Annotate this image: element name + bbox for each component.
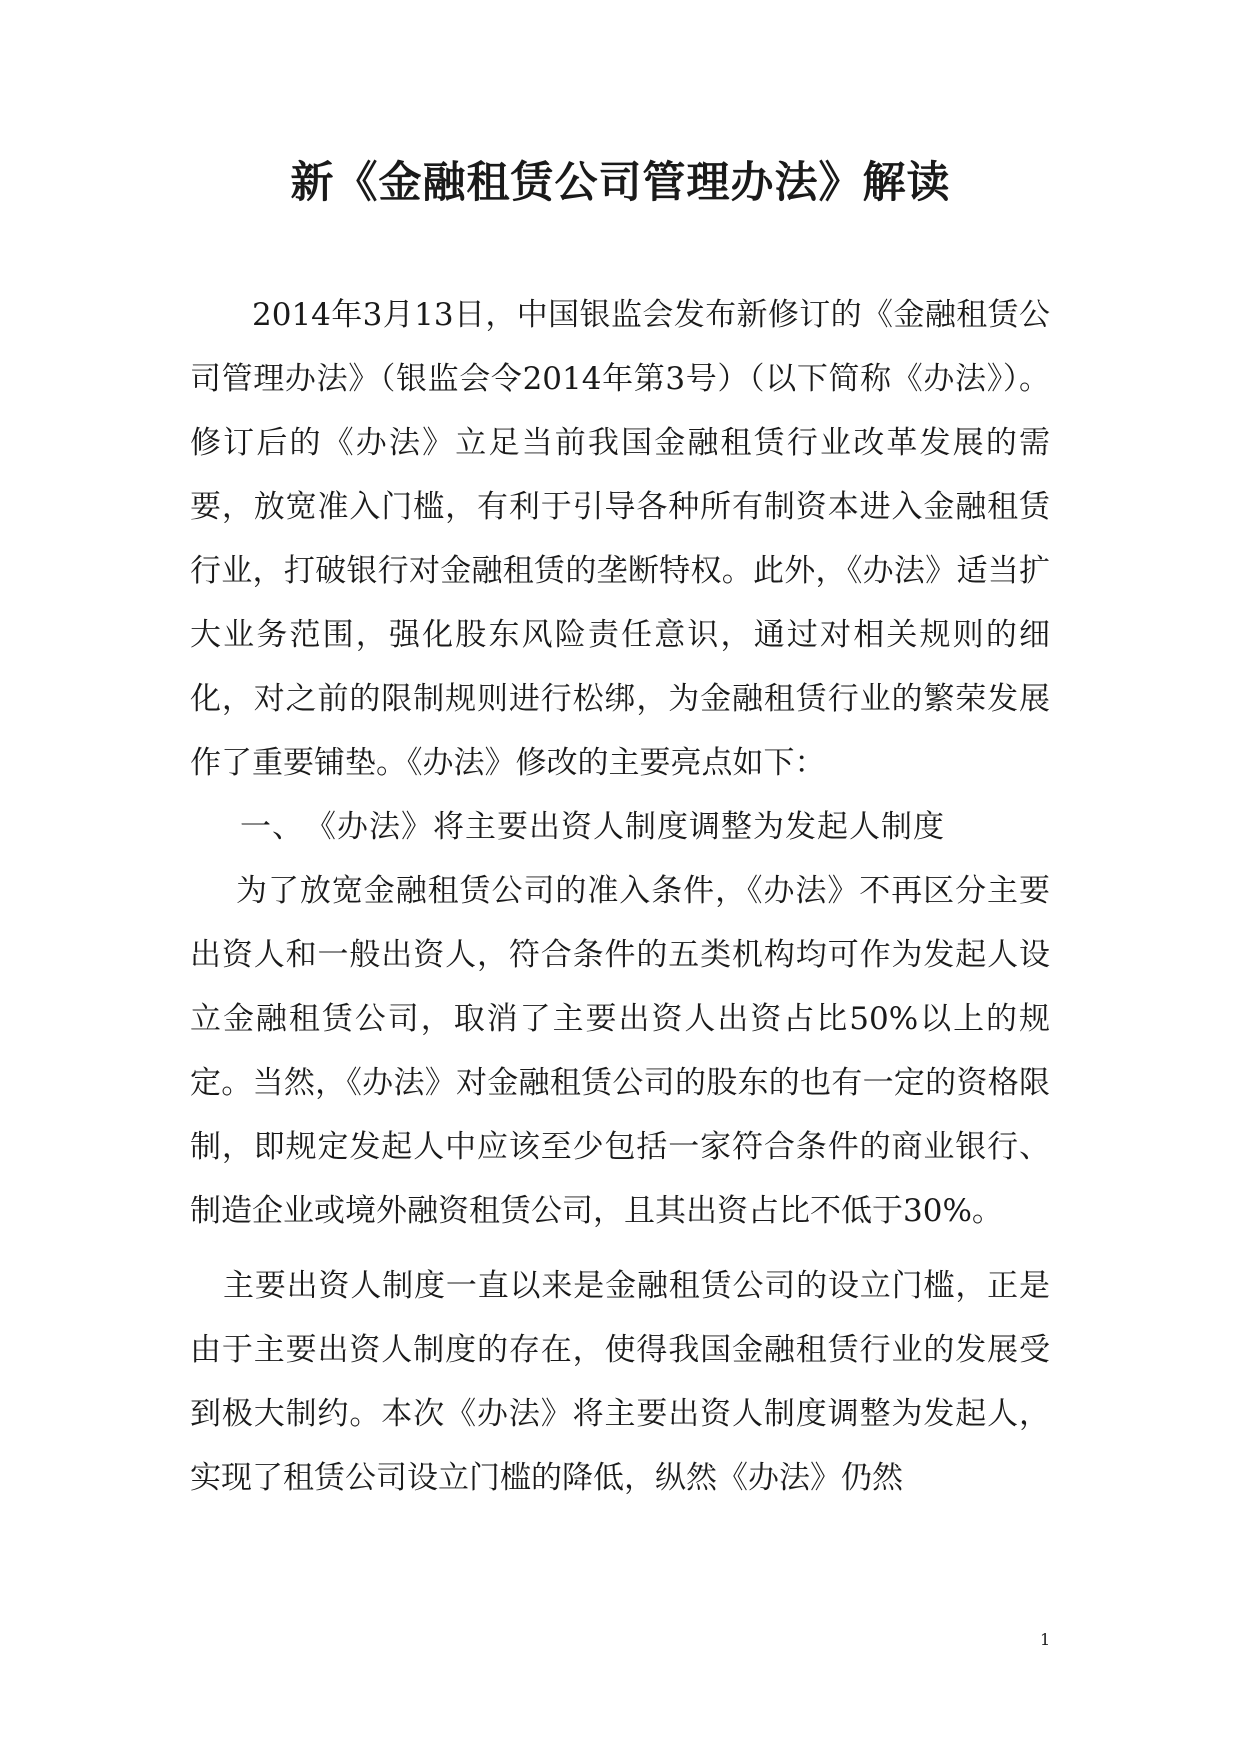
document-body bbox=[190, 283, 1050, 1510]
paragraph-section-1: 为了放宽金融租赁公司的准入条件，《办法》不再区分主要出资人和一般出资人，符合条件的五类机构均可作为发起人设立金融租赁公司，取消了主要出资人出资占比50%以上的规定。当然，《办法》对金融租赁公司的股东的也有一定的资格限制，即规定发起人中应该至少包括一家符合条件的商业银行、制造企业或境外融资租赁公司，且其出资占比不低于30%。 bbox=[190, 873, 1050, 1229]
paragraph-intro: 2014年3月13日，中国银监会发布新修订的《金融租赁公司管理办法》（银监会令2014年第3号）（以下简称《办法》）。修订后的《办法》立足当前我国金融租赁行业改革发展的需要，放宽准入门槛，有利于引导各种所有制资本进入金融租赁行业，打破银行对金融租赁的垄断特权。此外，《办法》适当扩大业务范围，强化股东风险责任意识，通过对相关规则的细化，对之前的限制规则进行松绑，为金融租赁行业的繁荣发展作了重要铺垫。《办法》修改的主要亮点如下： bbox=[190, 297, 1050, 781]
paragraph-main-investor: 主要出资人制度一直以来是金融租赁公司的设立门槛，正是由于主要出资人制度的存在，使得我国金融租赁行业的发展受到极大制约。本次《办法》将主要出资人制度调整为发起人，实现了租赁公司设立门槛的降低，纵然《办法》仍然 bbox=[190, 1268, 1050, 1496]
section-heading-1: 一、 《办法》将主要出资人制度调整为发起人制度 bbox=[240, 809, 945, 845]
document-title: 新《金融租赁公司管理办法》解读 bbox=[290, 158, 951, 208]
page-number: 1 bbox=[1040, 1630, 1051, 1649]
